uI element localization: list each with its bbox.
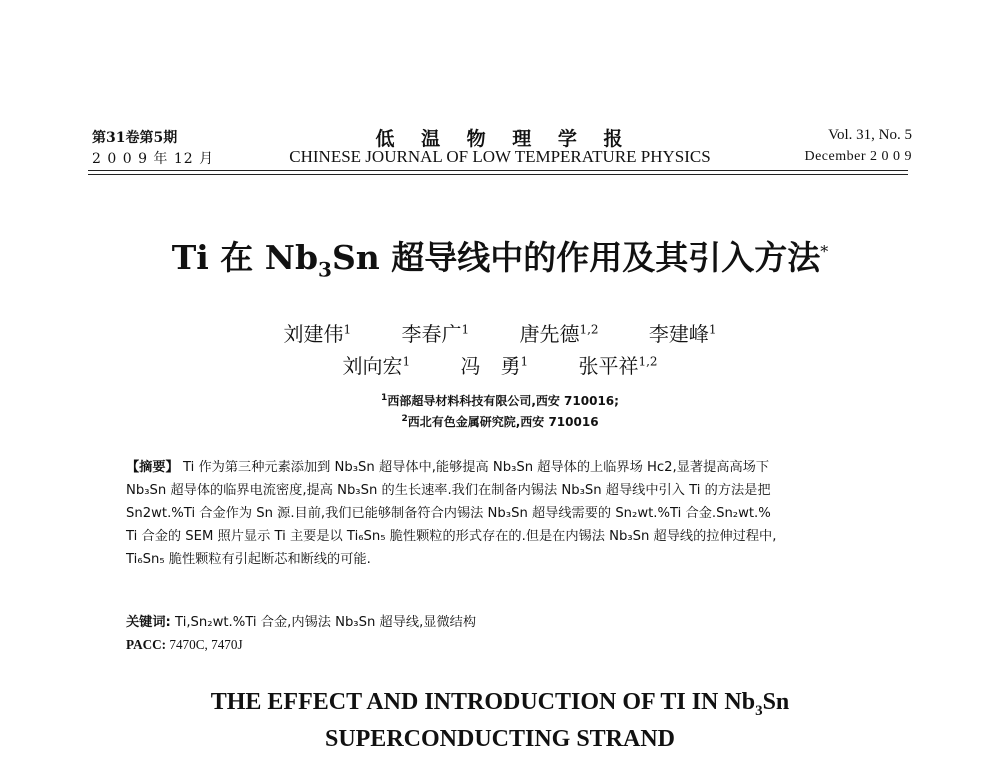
title-subscript: 3 [318,257,332,282]
date-en: December 2 0 0 9 [804,149,912,164]
keywords-label: 关键词: [126,615,171,630]
author: 张平祥$^{1,2}$ [578,354,658,378]
paper-title [0,232,1000,282]
abstract-line: Ti 合金的 SEM 照片显示 Ti 主要是以 Ti₆Sn₅ 脆性颗粒的形式存在的.但是在内锡法 Nb₃Sn 超导线的拉伸过程中, [126,529,777,544]
affiliation: $^2$西北有色金属研究院,西安 710016 [401,414,599,429]
english-title-line-1: THE EFFECT AND INTRODUCTION OF TI IN $Nb_3Sn$ [210,689,790,719]
pacc-codes: 7470C, 7470J [169,637,243,652]
abstract-label: 【摘要】 [126,460,179,475]
author: 李春广$^1$ [401,322,470,346]
author-line-2 [0,350,1000,379]
author: 刘建伟$^1$ [283,322,352,346]
abstract-line: 【摘要】 Ti 作为第三种元素添加到 Nb₃Sn 超导体中,能够提高 Nb₃Sn 超导体的上临界场 Hc2,显著提高高场下 [126,460,770,475]
abstract-line: Sn2wt.%Ti 合金作为 Sn 源.目前,我们已能够制备符合内锡法 Nb₃Sn 超导线需要的 Sn₂wt.%Ti 合金.Sn₂wt.% [126,506,771,521]
keywords-text: Ti,Sn₂wt.%Ti 合金,内锡法 Nb₃Sn 超导线,显微结构 [175,615,477,630]
pacc-label: PACC: [126,637,167,652]
abstract-line: Nb₃Sn 超导体的临界电流密度,提高 Nb₃Sn 的生长速率.我们在制备内锡法 Nb₃Sn 超导线中引入 Ti 的方法是把 [126,483,771,498]
journal-title-en: CHINESE JOURNAL OF LOW TEMPERATURE PHYSICS [289,147,711,166]
header-rule-top [88,170,908,171]
title-part1: Ti 在 Nb [171,238,319,277]
pacc [126,637,243,653]
volume-issue-en: Vol. 31, No. 5 [828,127,912,143]
journal-title-cn: 低 温 物 理 学 报 [375,128,633,150]
abstract [126,456,878,571]
author: 冯 勇$^1$ [460,354,529,378]
header-rule-bottom [88,174,908,175]
author: 李建峰$^1$ [648,322,717,346]
keywords [126,611,476,630]
title-part2: Sn 超导线中的作用及其引入方法 [331,238,821,277]
title-footnote-mark: * [820,242,829,261]
author: 刘向宏$^1$ [342,354,411,378]
volume-issue-cn: 第31卷第5期 [92,130,178,146]
date-cn: 2 0 0 9 年 12 月 [92,151,215,167]
affiliation: $^1$西部超导材料科技有限公司,西安 710016; [381,393,619,408]
author-line-1 [0,318,1000,347]
abstract-line: Ti₆Sn₅ 脆性颗粒有引起断芯和断线的可能. [126,552,371,567]
english-title-line-2: SUPERCONDUCTING STRAND [324,726,676,752]
author: 唐先德$^{1,2}$ [519,322,599,346]
